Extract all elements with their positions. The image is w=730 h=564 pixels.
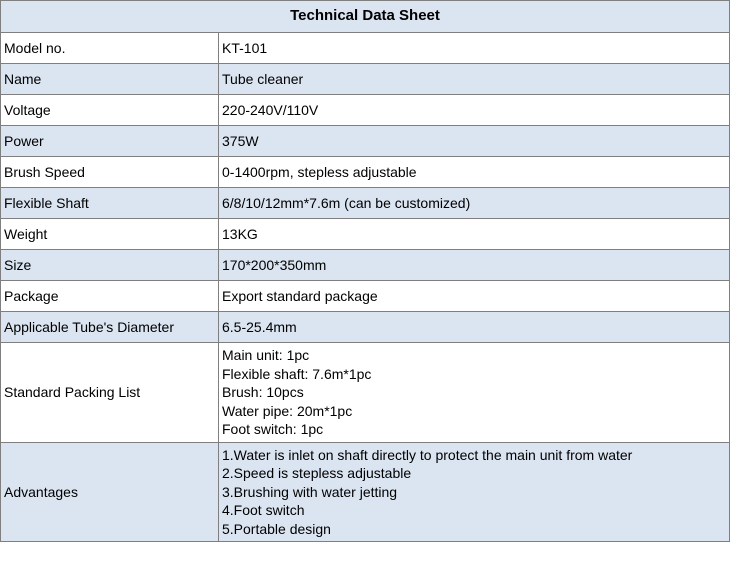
row-label: Weight [1,219,219,250]
list-item: 1.Water is inlet on shaft directly to protect the main unit from water [222,446,633,463]
sheet-title: Technical Data Sheet [1,1,730,33]
table-row-name [1,64,730,95]
row-value: 170*200*350mm [219,250,730,281]
row-value: 375W [219,126,730,157]
packing-list-value [219,343,730,443]
row-label: Size [1,250,219,281]
list-item: Flexible shaft: 7.6m*1pc [222,365,372,382]
list-item: 3.Brushing with water jetting [222,483,398,500]
row-value: Export standard package [219,281,730,312]
table-row-package [1,281,730,312]
table-row-voltage [1,95,730,126]
row-label: Power [1,126,219,157]
list-item: Main unit: 1pc [222,347,310,363]
title-row [1,1,730,33]
list-item: 2.Speed is stepless adjustable [222,465,412,481]
table-row-packing-list [1,343,730,443]
row-value: Tube cleaner [219,64,730,95]
table-row-tube-diameter [1,312,730,343]
list-item: 5.Portable design [222,520,331,537]
row-value: KT-101 [219,33,730,64]
list-item: Brush: 10pcs [222,384,304,400]
row-label: Name [1,64,219,95]
row-label: Brush Speed [1,157,219,188]
table-row-brush-speed [1,157,730,188]
table-row-weight [1,219,730,250]
table-row-power [1,126,730,157]
row-label: Package [1,281,219,312]
row-label: Flexible Shaft [1,188,219,219]
table-row-model [1,33,730,64]
table-row-size [1,250,730,281]
row-value: 6.5-25.4mm [219,312,730,343]
row-label: Voltage [1,95,219,126]
row-value: 0-1400rpm, stepless adjustable [219,157,730,188]
advantages-value [219,442,730,542]
list-item: Foot switch: 1pc [222,421,324,437]
row-label: Standard Packing List [1,343,219,443]
row-label: Advantages [1,442,219,542]
list-item: Water pipe: 20m*1pc [222,402,353,419]
row-value: 6/8/10/12mm*7.6m (can be customized) [219,188,730,219]
table-row-flexible-shaft [1,188,730,219]
table-row-advantages [1,442,730,542]
list-item: 4.Foot switch [222,502,305,518]
row-label: Applicable Tube's Diameter [1,312,219,343]
row-label: Model no. [1,33,219,64]
row-value: 13KG [219,219,730,250]
row-value: 220-240V/110V [219,95,730,126]
